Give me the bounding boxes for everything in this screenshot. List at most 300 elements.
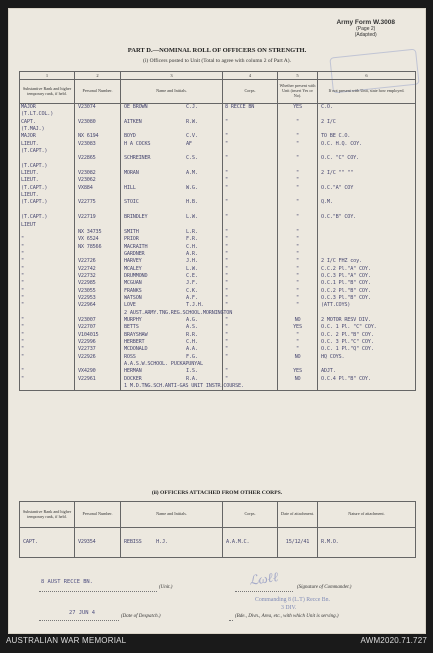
roll-cell-yn: ": [296, 184, 299, 191]
form-page: (Page 2): [356, 26, 376, 32]
roll-cell-yn: ": [296, 250, 299, 257]
roll-cell-num: VX884: [78, 184, 93, 191]
header-corps: Corps.: [223, 80, 278, 104]
initials: AF: [186, 140, 192, 147]
roll-cell-emp: O.C. 3 Pl."C" COY.: [321, 339, 374, 345]
roll-cell-name: [124, 258, 222, 265]
roll-cell-rank: LIEUT.: [21, 170, 39, 177]
header-number: Personal Number.: [75, 502, 121, 528]
roll-cell-rank: ": [21, 302, 24, 309]
attached-officers-table: [19, 501, 416, 558]
surname: H A COCKS: [124, 140, 151, 147]
bde-line: [229, 620, 233, 621]
surname: HERMAN: [124, 368, 142, 375]
surname: PRIOR: [124, 236, 139, 243]
initials: A.A.: [186, 346, 198, 353]
commander-signature: ℒωℓℓ: [248, 569, 280, 588]
roll-cell-emp: O.C.3 Pl."A" COY.: [321, 272, 371, 279]
surname: SMITH: [124, 228, 139, 235]
roll-cell-emp: O.C. 1 Pl. "C" COY.: [321, 324, 377, 331]
roll-cell-corps: [225, 126, 277, 133]
initials: C.E.: [186, 272, 198, 279]
roll-cell-name: [124, 192, 222, 199]
roll-cell-rank: (T.CAPT.): [21, 162, 48, 169]
roll-cell-num: V104015: [78, 331, 99, 338]
roll-cell-yn: [278, 148, 317, 155]
initials: A.M.: [186, 170, 198, 177]
surname: 2 AUST.ARMY.TNG.REG.SCHOOL.MORNINGTON: [124, 309, 233, 316]
roll-cell-yn: [278, 361, 317, 368]
roll-cell-corps: ": [225, 346, 228, 353]
roll-cell-rank: (T.CAPT.): [21, 184, 48, 191]
roll-cell-emp: [321, 207, 415, 214]
roll-cell-corps: ": [225, 287, 228, 294]
roll-cell-yn: YES: [293, 368, 302, 375]
initials: J.H.: [186, 258, 198, 265]
roll-cell-rank: (T.CAPT.): [21, 148, 48, 155]
form-sheet: [8, 8, 426, 634]
roll-cell-name: [124, 133, 222, 140]
roll-cell-name: [124, 119, 222, 126]
roll-cell-num: NX 6194: [78, 133, 99, 140]
attached-name: [121, 528, 223, 558]
attached-date: 15/12/41: [278, 528, 318, 558]
initials: A.F.: [186, 294, 198, 301]
surname: STOIC: [124, 199, 139, 206]
header-nature: Nature of attachment.: [318, 502, 416, 528]
initials: J.F.: [186, 280, 198, 287]
roll-cell-corps: ": [225, 155, 228, 162]
roll-cell-name: [124, 354, 222, 361]
roll-cell-emp: O.C. 2 Pl."B" COY.: [321, 331, 374, 338]
initials: I.S.: [186, 368, 198, 375]
roll-cell-emp: O.C. "C" COY.: [321, 155, 360, 162]
roll-cell-corps: ": [225, 294, 228, 301]
surname: OE BROWN: [124, 104, 148, 110]
roll-cell-corps: ": [225, 324, 228, 331]
roll-cell-name: [124, 163, 222, 170]
unit-line: [39, 591, 157, 592]
form-adapted: (Adapted): [354, 32, 377, 38]
col-number: 5: [278, 72, 318, 80]
initials: R.A.: [186, 375, 198, 382]
surname: MORAN: [124, 170, 139, 177]
roll-cell-emp: O.C."B" COY.: [321, 214, 357, 221]
roll-cell-name: [124, 251, 222, 258]
roll-cell-emp: (ATT.COYS): [321, 302, 351, 309]
signature-label: (Signature of Commander.): [297, 585, 352, 590]
roll-cell-num: V22742: [78, 265, 96, 272]
roll-cell-yn: ": [296, 140, 299, 147]
roll-cell-name: [124, 177, 222, 184]
unit-typed: 8 AUST RECCE BN.: [41, 579, 93, 585]
roll-cell-name: [124, 302, 222, 309]
roll-cell-name: [124, 126, 222, 133]
col-number: 3: [121, 72, 223, 80]
part-subtitle: (i) Officers posted to Unit (Total to agree with column 2 of Part A).: [143, 58, 291, 64]
roll-cell-emp: [321, 310, 415, 317]
roll-cell-corps: [225, 192, 277, 199]
roll-cell-num: [78, 207, 120, 214]
roll-cell-name: [124, 346, 222, 353]
roll-cell-num: [78, 383, 120, 390]
roll-cell-emp: [321, 383, 415, 390]
roll-cell-num: V22737: [78, 346, 96, 353]
roll-cell-num: V22996: [78, 339, 96, 345]
roll-cell-rank: ": [21, 339, 24, 345]
surname: DRUMMOND: [124, 272, 148, 279]
roll-cell-corps: ": [225, 339, 228, 345]
roll-cell-emp: 2 I/C FHZ coy.: [321, 258, 362, 265]
roll-cell-emp: [321, 192, 415, 199]
initials: W.G.: [186, 184, 198, 191]
roll-cell-emp: 2 I/C "" "": [321, 170, 354, 177]
roll-cell-yn: ": [296, 228, 299, 235]
roll-cell-corps: ": [225, 133, 228, 140]
roll-cell-num: VX 6524: [78, 236, 99, 243]
initials: C.J.: [186, 104, 198, 110]
roll-cell-corps: ": [225, 375, 228, 382]
roll-cell-name: [124, 339, 222, 346]
roll-cell-yn: [278, 111, 317, 118]
roll-cell-rank: LIEUT.: [21, 140, 39, 147]
roll-cell-emp: C.O.: [321, 104, 333, 110]
roll-cell-name: [124, 111, 222, 118]
roll-cell-num: V22707: [78, 324, 96, 331]
roll-cell-emp: O.C.2 Pl."B" COY.: [321, 287, 371, 294]
roll-cell-rank: ": [21, 346, 24, 353]
roll-cell-yn: ": [296, 170, 299, 177]
roll-cell-emp: ADJT.: [321, 368, 336, 375]
roll-cell-emp: O.C.4 Pl."B" COY.: [321, 375, 371, 382]
roll-body: [20, 104, 416, 391]
roll-cell-name: [124, 229, 222, 236]
form-name: Army Form W.3008: [336, 19, 395, 26]
col-number: 2: [75, 72, 121, 80]
nominal-roll-table: [19, 71, 416, 391]
roll-cell-num: [78, 361, 120, 368]
roll-cell-num: [78, 222, 120, 229]
roll-cell-rank: LIEUT: [21, 221, 36, 228]
roll-cell-corps: 8 RECCE BN: [225, 104, 255, 110]
roll-cell-num: V22775: [78, 199, 96, 206]
attached-corps: A.A.M.C.: [223, 528, 278, 558]
date-line: [39, 620, 119, 621]
roll-cell-num: [78, 192, 120, 199]
roll-cell-name: [124, 222, 222, 229]
header-name: Name and Initials.: [121, 80, 223, 104]
roll-cell-name: [124, 207, 222, 214]
attached-surname: REBISS: [124, 538, 142, 545]
roll-cell-corps: [225, 310, 277, 317]
col-number: 6: [318, 72, 416, 80]
initials: A.S.: [186, 324, 198, 331]
roll-cell-yn: [278, 126, 317, 133]
signature-line: [235, 591, 293, 592]
roll-cell-yn: ": [296, 236, 299, 243]
surname: MCDONALD: [124, 346, 148, 353]
column-number-row: [20, 72, 416, 80]
roll-cell-emp: Q.M.: [321, 199, 333, 206]
surname: WATSON: [124, 294, 142, 301]
roll-cell-corps: [225, 111, 277, 118]
initials: C.H.: [186, 339, 198, 345]
roll-cell-yn: ": [296, 243, 299, 250]
roll-cell-corps: ": [225, 368, 228, 375]
surname: MCALEY: [124, 265, 142, 272]
roll-cell-corps: ": [225, 272, 228, 279]
roll-cell-emp: C.C.2 Pl."A" COY.: [321, 265, 371, 272]
roll-cell-corps: [225, 222, 277, 229]
roll-cell-yn: [278, 222, 317, 229]
roll-cell-yn: ": [296, 199, 299, 206]
initials: T.J.H.: [186, 302, 204, 309]
roll-cell-num: NX 78566: [78, 243, 102, 250]
roll-cell-rank: [21, 155, 74, 162]
roll-cell-num: V22865: [78, 155, 96, 162]
roll-cell-corps: ": [225, 199, 228, 206]
number-column: [75, 104, 121, 391]
roll-cell-rank: [21, 361, 74, 368]
surname: MURPHY: [124, 316, 142, 323]
roll-cell-corps: ": [225, 236, 228, 243]
roll-cell-yn: YES: [293, 324, 302, 331]
initials: C.V.: [186, 133, 198, 140]
roll-cell-corps: ": [225, 243, 228, 250]
roll-cell-rank: (T.CAPT.): [21, 214, 48, 221]
surname: DOCKER: [124, 375, 142, 382]
roll-cell-yn: ": [296, 294, 299, 301]
roll-cell-emp: [321, 222, 415, 229]
present-column: [278, 104, 318, 391]
roll-cell-corps: ": [225, 258, 228, 265]
surname: BRINDLEY: [124, 214, 148, 221]
attached-header-row: [20, 502, 416, 528]
initials: A.R.: [186, 250, 198, 257]
roll-cell-name: [124, 361, 222, 368]
roll-cell-name: [124, 214, 222, 221]
roll-cell-corps: ": [225, 265, 228, 272]
roll-cell-name: [124, 148, 222, 155]
col-number: 1: [20, 72, 75, 80]
roll-cell-yn: [278, 192, 317, 199]
roll-cell-yn: ": [296, 272, 299, 279]
roll-cell-rank: ": [21, 280, 24, 287]
despatch-date-typed: 27 JUN 4: [69, 610, 95, 616]
roll-cell-yn: YES: [293, 104, 302, 110]
roll-cell-yn: [278, 163, 317, 170]
roll-cell-corps: ": [225, 250, 228, 257]
surname: FRANKS: [124, 287, 142, 294]
roll-cell-corps: ": [225, 214, 228, 221]
roll-cell-name: [124, 295, 222, 302]
roll-cell-name: [124, 309, 233, 317]
surname: BETTS: [124, 324, 139, 331]
roll-cell-emp: [321, 244, 415, 251]
roll-cell-name: [124, 141, 222, 148]
surname: MCGUAN: [124, 280, 142, 287]
header-employ: If not present with Unit, state how employed.: [318, 80, 416, 104]
roll-cell-name: [124, 266, 222, 273]
despatch-date-label: (Date of Despatch.): [121, 614, 161, 619]
roll-cell-emp: [321, 126, 415, 133]
roll-cell-rank: ": [21, 353, 24, 360]
roll-cell-name: [124, 185, 222, 192]
bde-label: (Bde., Divn., Area, etc., with which Unit is serving.): [235, 614, 339, 619]
roll-cell-num: [78, 148, 120, 155]
roll-cell-num: V22726: [78, 258, 96, 265]
roll-cell-num: V23083: [78, 140, 96, 147]
roll-cell-rank: ": [21, 324, 24, 331]
roll-cell-yn: NO: [294, 316, 301, 323]
roll-cell-name: [124, 273, 222, 280]
roll-cell-corps: ": [225, 118, 228, 125]
roll-cell-name: [124, 170, 222, 177]
roll-cell-emp: [321, 163, 415, 170]
attached-row: [20, 528, 416, 558]
roll-cell-corps: ": [225, 302, 228, 309]
attached-initials: H.J.: [156, 538, 168, 545]
roll-cell-yn: ": [296, 331, 299, 338]
roll-cell-rank: [21, 383, 74, 390]
roll-cell-yn: NO: [294, 353, 301, 360]
initials: C.K.: [186, 287, 198, 294]
attached-rank: CAPT.: [20, 528, 75, 558]
surname: AITKEN: [124, 118, 142, 125]
roll-cell-emp: [321, 177, 415, 184]
surname: HILL: [124, 184, 136, 191]
header-rank: Substantive Rank and higher temporary rank, if held.: [20, 502, 75, 528]
corps-column: [223, 104, 278, 391]
employ-column: [318, 104, 416, 391]
roll-cell-num: V22961: [78, 375, 96, 382]
roll-cell-name: [124, 155, 222, 162]
roll-cell-corps: ": [225, 331, 228, 338]
roll-cell-emp: O.C. 1 Pl."Q" COY.: [321, 346, 374, 353]
header-number: Personal Number.: [75, 80, 121, 104]
roll-cell-rank: (T.MAJ.): [21, 126, 45, 133]
roll-cell-corps: ": [225, 177, 228, 184]
header-date: Date of attachment.: [278, 502, 318, 528]
stamp-line: 3 DIV.: [281, 605, 297, 611]
col-number: 4: [223, 72, 278, 80]
roll-cell-yn: [278, 383, 317, 390]
attached-number: V29354: [75, 528, 121, 558]
surname: SCHREINER: [124, 155, 151, 162]
roll-cell-yn: ": [296, 280, 299, 287]
roll-cell-emp: [321, 111, 415, 118]
header-present: Whether present with Unit (insert Yes or No).: [278, 80, 318, 104]
roll-cell-yn: ": [296, 302, 299, 309]
initials: L.R.: [186, 228, 198, 235]
initials: F.G.: [186, 353, 198, 360]
roll-cell-emp: [321, 148, 415, 155]
surname: BRAYSHAW: [124, 331, 148, 338]
roll-cell-emp: O.C."A" COY: [321, 184, 354, 191]
form-number: [336, 19, 395, 38]
roll-cell-corps: ": [225, 280, 228, 287]
roll-cell-num: V22985: [78, 280, 96, 287]
roll-cell-rank: ": [21, 294, 24, 301]
roll-cell-num: [78, 126, 120, 133]
surname: HARVEY: [124, 258, 142, 265]
roll-cell-rank: [21, 310, 74, 317]
surname: GARDNER: [124, 250, 145, 257]
roll-cell-rank: ": [21, 331, 24, 338]
roll-cell-num: V22732: [78, 272, 96, 279]
roll-cell-corps: [225, 163, 277, 170]
roll-cell-num: [78, 310, 120, 317]
roll-cell-rank: ": [21, 287, 24, 294]
roll-cell-num: V22719: [78, 214, 96, 221]
roll-cell-name: [124, 317, 222, 324]
roll-cell-num: V23082: [78, 170, 96, 177]
attached-nature: R.M.O.: [318, 528, 416, 558]
roll-cell-num: [78, 163, 120, 170]
section-attached-title: (ii) OFFICERS ATTACHED FROM OTHER CORPS.: [151, 490, 283, 496]
initials: A.G.: [186, 316, 198, 323]
surname: LOVE: [124, 302, 136, 309]
roll-cell-rank: (T.CAPT.): [21, 199, 48, 206]
roll-cell-rank: ": [21, 272, 24, 279]
header-rank: Substantive Rank and higher temporary rank, if held.: [20, 80, 75, 104]
roll-cell-emp: O.C.3 Pl."B" COY.: [321, 294, 371, 301]
surname: A.A.S.W.SCHOOL. PUCKAPUNYAL: [124, 361, 203, 368]
roll-cell-rank: ": [21, 265, 24, 272]
initials: F.R.: [186, 236, 198, 243]
roll-cell-rank: ": [21, 375, 24, 382]
column-header-row: [20, 80, 416, 104]
roll-cell-rank: LIEUT.: [21, 192, 39, 199]
roll-cell-yn: ": [296, 346, 299, 353]
roll-cell-num: NX 34735: [78, 228, 102, 235]
initials: L.W.: [186, 214, 198, 221]
roll-cell-rank: CAPT.: [21, 118, 36, 125]
initials: R.R.: [186, 331, 198, 338]
roll-cell-rank: ": [21, 243, 24, 250]
roll-cell-corps: [225, 148, 277, 155]
roll-cell-name: [124, 376, 222, 383]
rank-column: [20, 104, 75, 391]
roll-cell-rank: [21, 207, 74, 214]
roll-cell-num: V22926: [78, 353, 96, 360]
roll-cell-emp: 2 I/C: [321, 118, 336, 125]
roll-cell-name: [124, 288, 222, 295]
roll-cell-rank: ": [21, 250, 24, 257]
roll-cell-corps: ": [225, 228, 228, 235]
roll-cell-emp: 2 MOTOR RESV DIV.: [321, 316, 371, 323]
roll-cell-emp: [321, 229, 415, 236]
initials: C.H.: [186, 243, 198, 250]
roll-cell-rank: ": [21, 258, 24, 265]
roll-cell-num: V23055: [78, 287, 96, 294]
roll-cell-num: VX4290: [78, 368, 96, 375]
roll-cell-yn: ": [296, 265, 299, 272]
unit-label: (Unit.): [159, 585, 173, 590]
initials: L.W.: [186, 265, 198, 272]
roll-cell-rank: [21, 229, 74, 236]
roll-cell-num: V23074: [78, 104, 96, 110]
roll-cell-emp: O.C.1 Pl."B" COY.: [321, 280, 371, 287]
roll-cell-num: [78, 251, 120, 258]
roll-cell-yn: [278, 207, 317, 214]
roll-cell-corps: ": [225, 184, 228, 191]
roll-cell-yn: ": [296, 118, 299, 125]
roll-cell-num: V23062: [78, 177, 96, 184]
roll-cell-name: [124, 280, 222, 287]
roll-cell-rank: LIEUT.: [21, 177, 39, 184]
roll-cell-name: [124, 332, 222, 339]
